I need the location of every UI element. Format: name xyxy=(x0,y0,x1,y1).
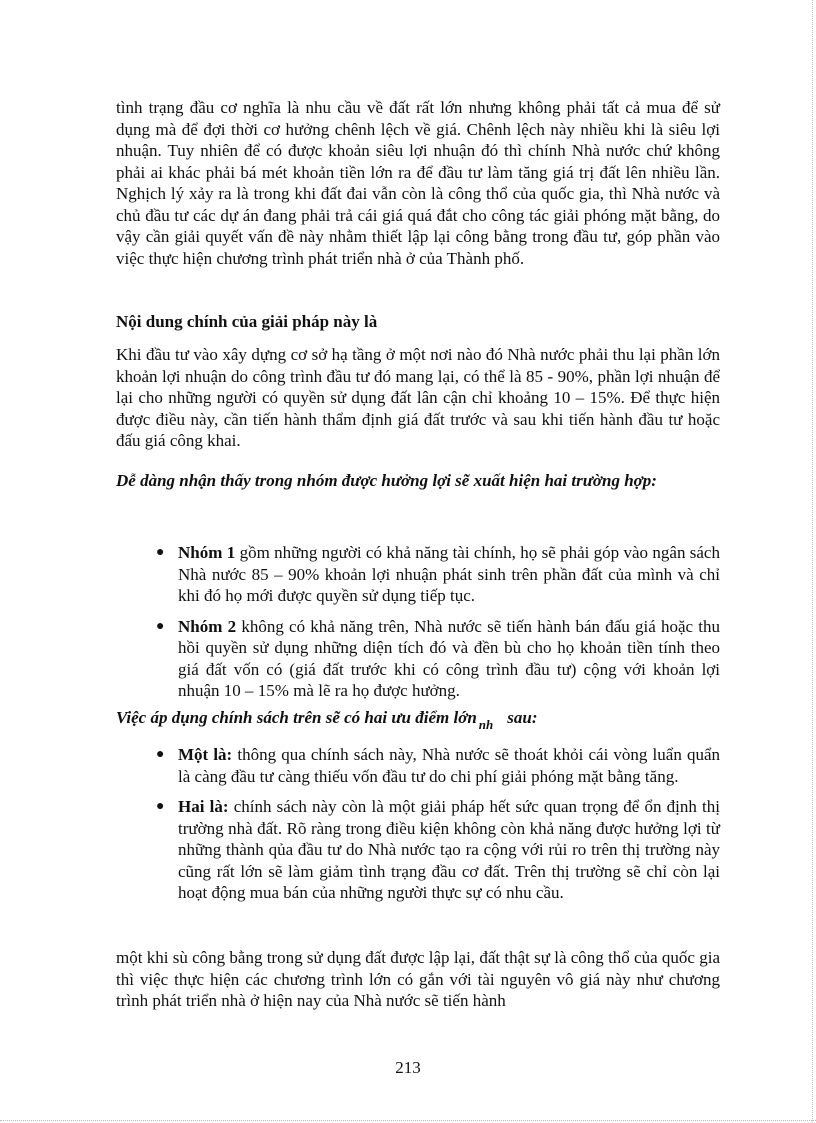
paragraph-2: Khi đầu tư vào xây dựng cơ sở hạ tầng ở một nơi nào đó Nhà nước phải thu lại phần lớn khoản lợi nhuận do công trình đầu tư đó mang lại, có thể là 85 - 90%, phần lợi nhuận để lại cho những người có quyền sử dụng đất lân cận chỉ khoảng 10 – 15%. Để thực hiện được điều này, cần tiến hành thẩm định giá đất trước và sau khi tiến hành đầu tư hoặc đấu giá công khai. xyxy=(116,345,720,450)
list-item xyxy=(150,616,720,702)
list-item xyxy=(150,542,720,607)
advantage-text: chính sách này còn là một giải pháp hết sức quan trọng để ổn định thị trường nhà đất. Rõ ràng trong điều kiện không còn khả năng được hưởng lợi từ những thành qủa đầu tư do Nhà nước tạo ra cộng với rủi ro trên thị trường này cũng rất lớn sẽ làm giảm tình trạng đầu cơ đất. Trên thị trường sẽ chỉ còn lại hoạt động mua bán của những người thực sự có nhu cầu. xyxy=(178,797,720,902)
paragraph-3: một khi sù công bằng trong sử dụng đất được lập lại, đất thật sự là công thổ của quốc gia thì việc thực hiện các chương trình lớn có gắn với tài nguyên vô giá này như chương trình phát triển nhà ở hiện nay của Nhà nước sẽ tiến hành xyxy=(116,948,720,1010)
group-text: gồm những người có khả năng tài chính, họ sẽ phải góp vào ngân sách Nhà nước 85 – 90% khoản lợi nhuận phát sinh trên phần đất của mình và chỉ khi đó họ mới được quyền sử dụng tiếp tục. xyxy=(178,543,720,605)
advantage-label: Hai là: xyxy=(178,797,229,816)
group-text: không có khả năng trên, Nhà nước sẽ tiến hành bán đấu giá hoặc thu hồi quyền sử dụng những diện tích đó và đền bù cho họ khoản tiền tính theo giá đất vốn có (giá đất trước khi có công trình đầu tư) cộng với khoản lợi nhuận 10 – 15% mà lẽ ra họ được hưởng. xyxy=(178,616,720,700)
heading-main-content: Nội dung chính của giải pháp này là xyxy=(116,312,378,331)
bullet-icon: ● xyxy=(156,799,165,814)
groups-list xyxy=(150,542,720,702)
advantage-label: Một là: xyxy=(178,745,233,764)
heading-advantages xyxy=(116,707,720,730)
advantage-text: thông qua chính sách này, Nhà nước sẽ thoát khỏi cái vòng luẩn quẩn là càng đầu tư càng thiếu vốn đầu tư do chi phí giải phóng mặt bằng tăng. xyxy=(178,745,720,786)
heading-advantages-subscript: nh xyxy=(478,717,494,732)
heading-two-cases: Dễ dàng nhận thấy trong nhóm được hưởng lợi sẽ xuất hiện hai trường hợp: xyxy=(116,471,657,490)
heading-advantages-text: Việc áp dụng chính sách trên sẽ có hai ưu điểm lớn xyxy=(116,708,477,727)
group-label: Nhóm 1 xyxy=(178,543,236,562)
heading-advantages-end: sau: xyxy=(507,708,538,727)
list-item xyxy=(150,744,720,787)
list-item xyxy=(150,796,720,904)
bullet-icon: ● xyxy=(156,545,165,560)
paragraph-1: tình trạng đầu cơ nghĩa là nhu cầu về đất rất lớn nhưng không phải tất cả mua để sử dụng mà để đợi thời cơ hưởng chênh lệch về giá. Chênh lệch này nhiều khi là siêu lợi nhuận. Tuy nhiên để có được khoản siêu lợi nhuận đó thì chính Nhà nước chứ không phải ai khác phải bá mét khoản tiền lớn ra để đầu tư làm tăng giá trị đất lên nhiều lần. Nghịch lý xảy ra là trong khi đất đai vẫn còn là công thổ của quốc gia, thì Nhà nước và chủ đầu tư các dự án đang phải trả cái giá quá đắt cho công tác giải phóng mặt bằng, do vậy cần giải quyết vấn đề này nhằm thiết lập lại công bằng trong đầu tư, góp phần vào việc thực hiện chương trình phát triển nhà ở của Thành phố. xyxy=(116,98,720,268)
page-number: 213 xyxy=(395,1058,421,1077)
advantages-list xyxy=(150,744,720,904)
bullet-icon: ● xyxy=(156,747,165,762)
bullet-icon: ● xyxy=(156,618,165,634)
page-edge-horizontal xyxy=(0,1120,816,1121)
group-label: Nhóm 2 xyxy=(178,616,237,636)
page-edge-vertical xyxy=(812,0,813,1123)
